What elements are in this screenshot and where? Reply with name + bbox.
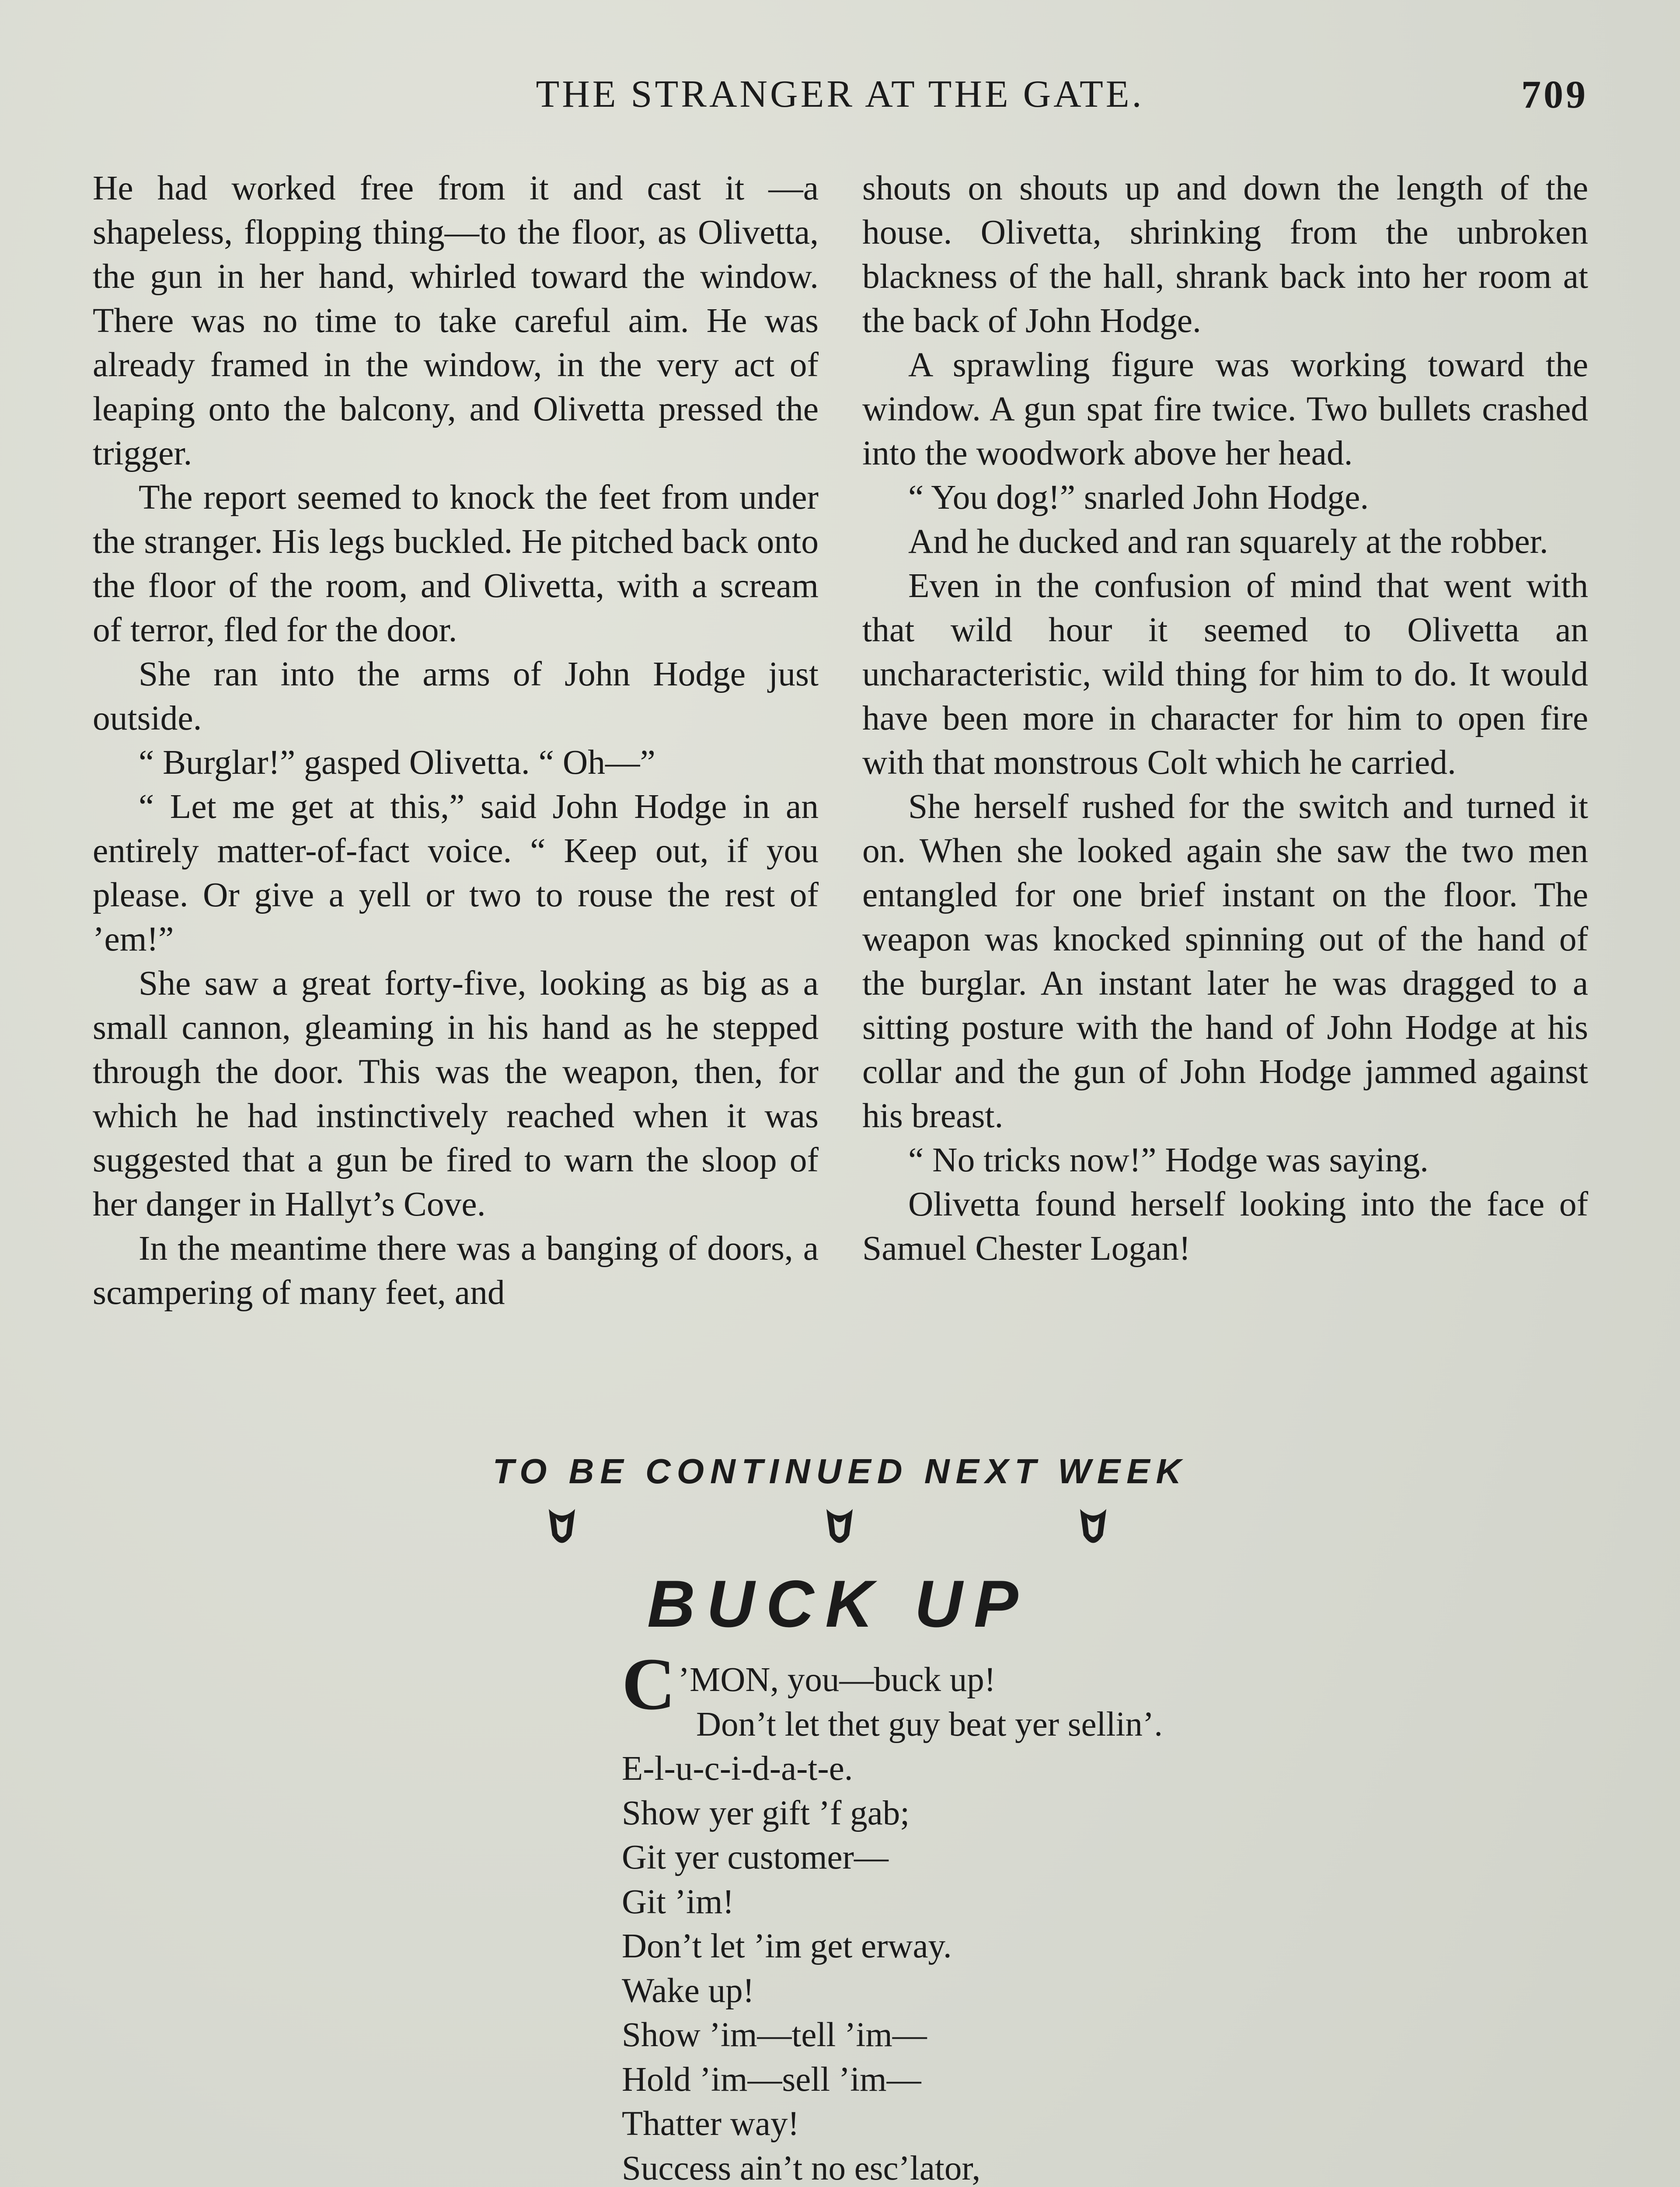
paragraph: She herself rushed for the switch and turned it on. When she looked again she saw the two men entangled for one brief instant on the floor. The weapon was knocked spinning out of the hand of the burglar. An instant later he was dragged to a sitting posture with the hand of John Hodge at his collar and the gun of John Hodge jammed against his breast. [862, 787, 1588, 1135]
paragraph: Olivetta found herself looking into the face of Samuel Chester Logan! [862, 1185, 1588, 1268]
drop-cap: C [622, 1643, 676, 1725]
paragraph: She saw a great forty-five, looking as big as a small cannon, gleaming in his hand as he stepped through the door. This was the weapon, then, for which he had instinctively reached when it was suggested that a gun be fired to warn the sloop of her danger in Hallyt’s Cove. [93, 964, 819, 1223]
poem-line: Show ’im—tell ’im— [622, 2016, 927, 2054]
left-column [93, 166, 819, 1315]
poem-title: BUCK UP [647, 1567, 1030, 1641]
poem-line: Git yer customer— [622, 1838, 889, 1876]
poem-first-line: ’MON, you—buck up! [678, 1661, 996, 1699]
paragraph: “ Burglar!” gasped Olivetta. “ Oh—” [139, 743, 655, 782]
fleuron-icon [822, 1505, 857, 1553]
poem [622, 1643, 1453, 2187]
running-title: THE STRANGER AT THE GATE. [536, 73, 1144, 115]
poem-line: E-l-u-c-i-d-a-t-e. [622, 1750, 853, 1788]
paragraph: “ You dog!” snarled John Hodge. [908, 478, 1369, 517]
ornament-row [0, 1505, 1680, 1570]
fleuron-icon [1076, 1505, 1111, 1553]
poem-line: Don’t let ’im get erway. [622, 1927, 952, 1965]
paragraph: He had worked free from it and cast it —a shapeless, flopping thing—to the floor, as Olivetta, the gun in her hand, whirled toward the window. There was no time to take careful aim. He was already framed in the window, in the very act of leaping onto the balcony, and Olivetta pressed the trigger. [93, 169, 819, 472]
story-columns [93, 166, 1588, 1448]
fleuron-icon [544, 1505, 579, 1553]
paragraph: shouts on shouts up and down the length of the house. Olivetta, shrinking from the unbroken blackness of the hall, shrank back into her room at the back of John Hodge. [862, 169, 1588, 340]
paragraph: She ran into the arms of John Hodge just outside. [93, 655, 819, 737]
poem-line: Wake up! [622, 1971, 754, 2010]
poem-line: Thatter way! [622, 2105, 799, 2143]
paragraph: “ No tricks now!” Hodge was saying. [908, 1141, 1429, 1179]
poem-line: Success ain’t no esc’lator, [622, 2149, 981, 2187]
poem-line: Don’t let thet guy beat yer sellin’. [696, 1705, 1163, 1743]
poem-line: Git ’im! [622, 1883, 734, 1921]
paragraph: The report seemed to knock the feet from under the stranger. His legs buckled. He pitched back onto the floor of the room, and Olivetta, with a scream of terror, fled for the door. [93, 478, 819, 649]
poem-line: Hold ’im—sell ’im— [622, 2060, 921, 2099]
running-header [92, 72, 1588, 129]
paragraph: In the meantime there was a banging of doors, a scampering of many feet, and [93, 1229, 819, 1312]
paragraph: Even in the confusion of mind that went with that wild hour it seemed to Olivetta an uncharacteristic, wild thing for him to do. It would have been more in character for him to open fire with that monstrous Colt which he carried. [862, 566, 1588, 782]
paragraph: And he ducked and ran squarely at the robber. [908, 522, 1548, 561]
right-column [862, 166, 1588, 1271]
to-be-continued: TO BE CONTINUED NEXT WEEK [492, 1452, 1188, 1491]
paragraph: “ Let me get at this,” said John Hodge in an entirely matter-of-fact voice. “ Keep out, if you please. Or give a yell or two to rouse the rest of ’em!” [93, 787, 819, 958]
poem-line: Show yer gift ’f gab; [622, 1794, 910, 1832]
page-number: 709 [1521, 73, 1588, 116]
paragraph: A sprawling figure was working toward the window. A gun spat fire twice. Two bullets crashed into the woodwork above her head. [862, 346, 1588, 472]
